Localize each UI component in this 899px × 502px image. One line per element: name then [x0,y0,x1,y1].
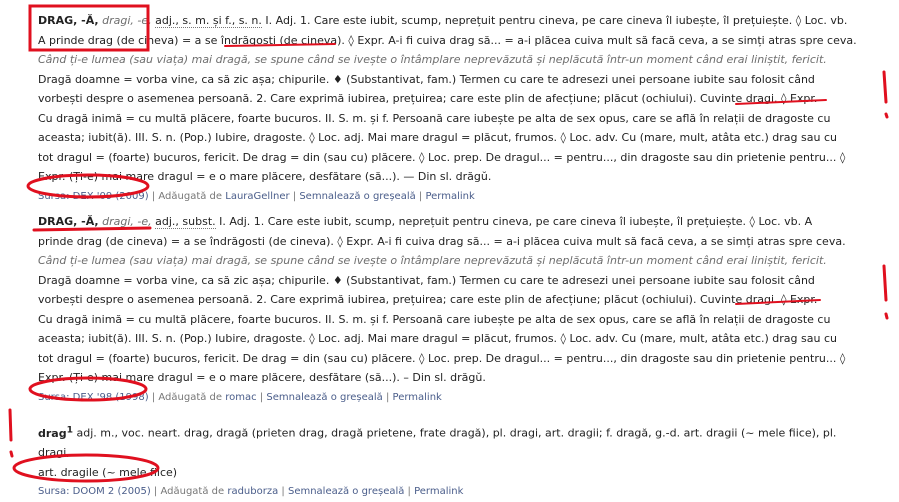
added-by-label: | Adăugată de [151,391,223,403]
entry-meta: Sursa: DEX '09 (2009) | Adăugată de LauraGellner | Semnalează o greșeală | Permalink [38,190,475,202]
headword: DRAG, -Ă, [38,14,99,27]
source-link[interactable]: Sursa: DEX '09 (2009) [38,190,149,202]
definition-line: Cu dragă inimă = cu multă plăcere, foarte bucuros. II. S. m. și f. Persoană care iubește pe alta de sex opus, care se află în relații de dragoste cu [38,312,831,326]
author-link[interactable]: LauraGellner [225,190,290,202]
inflected-forms: dragi, -e, [102,14,152,27]
exclamation-mark [10,410,12,456]
entry-meta: Sursa: DEX '98 (1998) | Adăugată de romac | Semnalează o greșeală | Permalink [38,391,442,403]
definition-entry-doom2 [38,420,868,500]
report-error-link[interactable]: Semnalează o greșeală [299,190,416,202]
author-link[interactable]: raduborza [227,486,279,498]
exclamation-mark [884,72,887,117]
definition-line: Dragă doamne = vorba vine, ca să zic așa; chipurile. ♦ (Substantivat, fam.) Termen cu care te adresezi unei persoane iubite sau folosit când [38,273,815,287]
definition-line: A prinde drag (de cineva) = a se îndrăgosti (de cineva). ◊ Expr. A-i fi cuiva drag să... = a-i plăcea cuiva mult să facă ceva, a se simți atras spre ceva. [38,33,857,47]
definition-line: vorbești despre o asemenea persoană. 2. Care exprimă iubirea, prețuirea; care este plin de afecțiune; plăcut (ochiului). Cuvinte dragi. ◊ Expr. [38,92,818,105]
definition-line: Cu dragă inimă = cu multă plăcere, foarte bucuros. II. S. m. și f. Persoană care iubește pe alta de sex opus, care se află în relații de dragoste cu [38,111,831,125]
grammar-info: adj., s. m. și f., s. n. [155,14,262,27]
headword: drag$^1$ [38,424,73,440]
permalink-link[interactable]: Permalink [425,190,475,202]
definition-line: prinde drag (de cineva) = a se îndrăgosti (de cineva). ◊ Expr. A-i fi cuiva drag să... = a-i plăcea cuiva mult să facă ceva, a se simți atras spre ceva. [38,234,846,248]
definition-line: vorbești despre o asemenea persoană. 2. Care exprimă iubirea, prețuirea; care este plin de afecțiune; plăcut (ochiului). Cuvinte dragi. ◊ Expr. [38,293,818,306]
definition-line: Dragă doamne = vorba vine, ca să zic așa; chipurile. ♦ (Substantivat, fam.) Termen cu care te adresezi unei persoane iubite sau folosit când [38,72,815,86]
definition-line: Când ți-e lumea (sau viața) mai dragă, se spune când se ivește o întâmplare neprevăzută și neplăcută într-un moment când erai liniștit, fericit. [38,254,827,267]
added-by-label: | Adăugată de [153,486,225,498]
definition-line: Expr. (Ți-e) mai mare dragul = e o mare plăcere, desfătare (să...). – Din sl. drăgŭ. [38,371,486,384]
permalink-link[interactable]: Permalink [414,486,464,498]
definition-line: tot dragul = (foarte) bucuros, fericit. De drag = din (sau cu) plăcere. ◊ Loc. prep. De dragul... = pentru..., din dragoste sau din prietenie pentru... ◊ [38,150,846,164]
definition-line: Când ți-e lumea (sau viața) mai dragă, se spune când se ivește o întâmplare neprevăzută și neplăcută într-un moment când erai liniștit, fericit. [38,53,827,66]
definition-line: aceasta; iubit(ă). III. S. n. (Pop.) Iubire, dragoste. ◊ Loc. adj. Mai mare dragul = plăcut, frumos. ◊ Loc. adv. Cu (mare, mult, atâta etc.) drag sau cu [38,332,837,345]
definition-line: art. dragile (~ mele fiice) [38,465,178,479]
definition-line: aceasta; iubit(ă). III. S. n. (Pop.) Iubire, dragoste. ◊ Loc. adj. Mai mare dragul = plăcut, frumos. ◊ Loc. adv. Cu (mare, mult, atâta etc.) drag sau cu [38,131,837,144]
author-link[interactable]: romac [225,391,257,403]
definition-line: I. Adj. 1. Care este iubit, scump, neprețuit pentru cineva, pe care cineva îl iubește, îl prețuiește. ◊ Loc. vb. [265,14,848,27]
report-error-link[interactable]: Semnalează o greșeală [266,391,383,403]
inflected-forms: dragi, -e, [102,215,152,228]
definition-line: adj. m., voc. neart. drag, dragă (prieten drag, dragă prietene, frate dragă), pl. dragi, art. dragii; f. dragă, g.-d. art. dragii (~ mele fiice), pl. dragi, [38,426,837,460]
definition-text [38,11,868,187]
definition-line: tot dragul = (foarte) bucuros, fericit. De drag = din (sau cu) plăcere. ◊ Loc. prep. De dragul... = pentru..., din dragoste sau din prietenie pentru... ◊ [38,351,846,365]
definition-text [38,420,868,482]
source-link[interactable]: Sursa: DEX '98 (1998) [38,391,149,403]
added-by-label: | Adăugată de [151,190,223,202]
definition-line: Expr. (Ți-e) mai mare dragul = e o mare plăcere, desfătare (să...). — Din sl. drăgŭ. [38,170,492,183]
definition-line: I. Adj. 1. Care este iubit, scump, neprețuit pentru cineva, pe care cineva îl iubește, îl prețuiește. ◊ Loc. vb. A [219,215,813,228]
definition-text [38,212,868,388]
homonym-index: 1 [66,424,73,435]
entry-meta: Sursa: DOOM 2 (2005) | Adăugată de raduborza | Semnalează o greșeală | Permalink [38,486,464,498]
definition-entry-dex09 [38,11,868,205]
definition-entry-dex98 [38,212,868,406]
headword: DRAG, -Ă, [38,215,99,228]
permalink-link[interactable]: Permalink [392,391,442,403]
source-link[interactable]: Sursa: DOOM 2 (2005) [38,486,151,498]
report-error-link[interactable]: Semnalează o greșeală [287,486,405,498]
exclamation-mark [884,266,887,318]
grammar-info: adj., subst. [155,215,216,228]
